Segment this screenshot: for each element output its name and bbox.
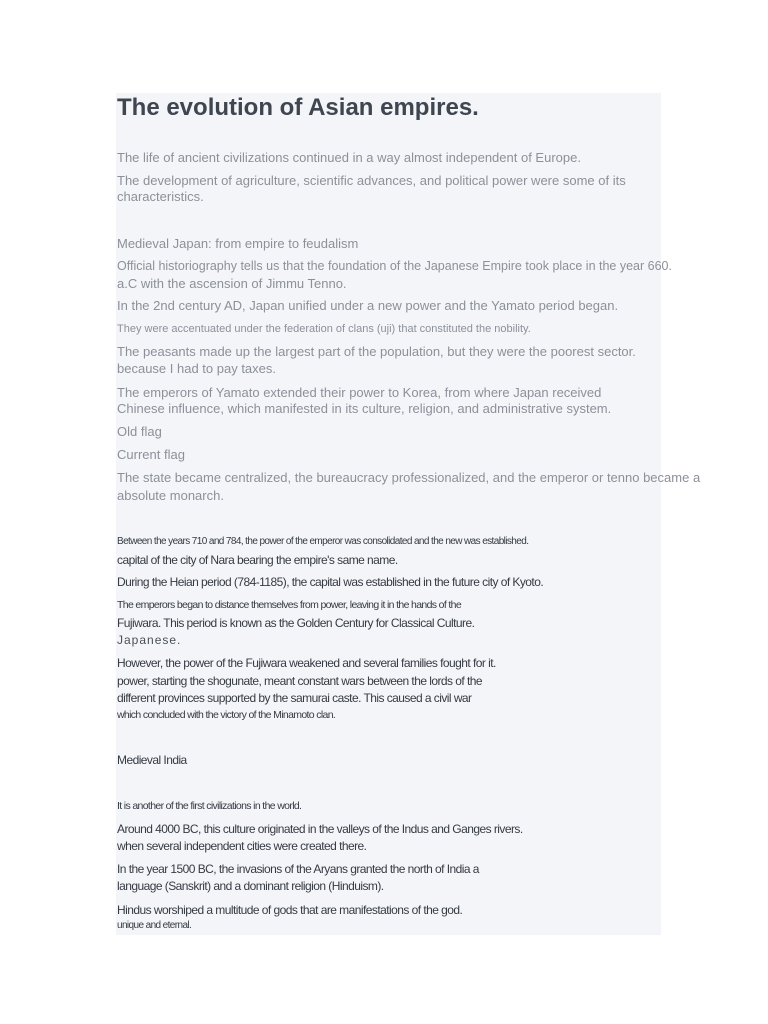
- nara-line: capital of the city of Nara bearing the empire's same name.: [117, 553, 398, 567]
- shogunate-line: However, the power of the Fujiwara weakened and several families fought for it.: [117, 656, 496, 670]
- japan-line: In the 2nd century AD, Japan unified under a new power and the Yamato period began.: [117, 298, 619, 313]
- heian-line: Japanese.: [117, 633, 182, 647]
- india-line: language (Sanskrit) and a dominant religion (Hinduism).: [117, 879, 384, 893]
- old-flag-label: Old flag: [117, 424, 162, 439]
- japan-line: Official historiography tells us that the foundation of the Japanese Empire took place in the year 660.: [117, 259, 672, 273]
- heian-line: The emperors began to distance themselves from power, leaving it in the hands of the: [117, 599, 462, 611]
- india-line: In the year 1500 BC, the invasions of the Aryans granted the north of India a: [117, 862, 479, 876]
- document-title: The evolution of Asian empires.: [117, 94, 479, 121]
- india-line: It is another of the first civilizations in the world.: [117, 800, 302, 812]
- nara-line: Between the years 710 and 784, the power of the emperor was consolidated and the new was established.: [117, 536, 529, 547]
- japan-line: They were accentuated under the federation of clans (uji) that constituted the nobility.: [117, 323, 531, 335]
- india-line: Hindus worshiped a multitude of gods that are manifestations of the god.: [117, 903, 463, 917]
- japan-heading: Medieval Japan: from empire to feudalism: [117, 236, 359, 251]
- shogunate-line: different provinces supported by the samurai caste. This caused a civil war: [117, 691, 472, 705]
- intro-line-2: The development of agriculture, scientific advances, and political power were some of its: [117, 173, 626, 188]
- india-line: Around 4000 BC, this culture originated in the valleys of the Indus and Ganges rivers.: [117, 822, 523, 836]
- intro-line-1: The life of ancient civilizations continued in a way almost independent of Europe.: [117, 150, 581, 165]
- intro-line-3: characteristics.: [117, 189, 204, 204]
- japan-line: The state became centralized, the bureaucracy professionalized, and the emperor or tenno became a: [117, 470, 701, 485]
- japan-line: The peasants made up the largest part of the population, but they were the poorest sector.: [117, 344, 636, 359]
- shogunate-line: which concluded with the victory of the Minamoto clan.: [117, 709, 336, 721]
- japan-line: because I had to pay taxes.: [117, 361, 276, 376]
- japan-line: absolute monarch.: [117, 488, 224, 503]
- india-heading: Medieval India: [117, 753, 187, 767]
- india-line: unique and eternal.: [117, 920, 192, 931]
- japan-line: a.C with the ascension of Jimmu Tenno.: [117, 276, 347, 291]
- japan-line: The emperors of Yamato extended their power to Korea, from where Japan received: [117, 385, 602, 400]
- japan-line: Chinese influence, which manifested in its culture, religion, and administrative system.: [117, 401, 612, 416]
- current-flag-label: Current flag: [117, 447, 185, 462]
- shogunate-line: power, starting the shogunate, meant constant wars between the lords of the: [117, 674, 482, 688]
- heian-line: Fujiwara. This period is known as the Golden Century for Classical Culture.: [117, 616, 475, 630]
- india-line: when several independent cities were created there.: [117, 839, 367, 853]
- heian-line: During the Heian period (784-1185), the capital was established in the future city of Kyoto.: [117, 575, 544, 589]
